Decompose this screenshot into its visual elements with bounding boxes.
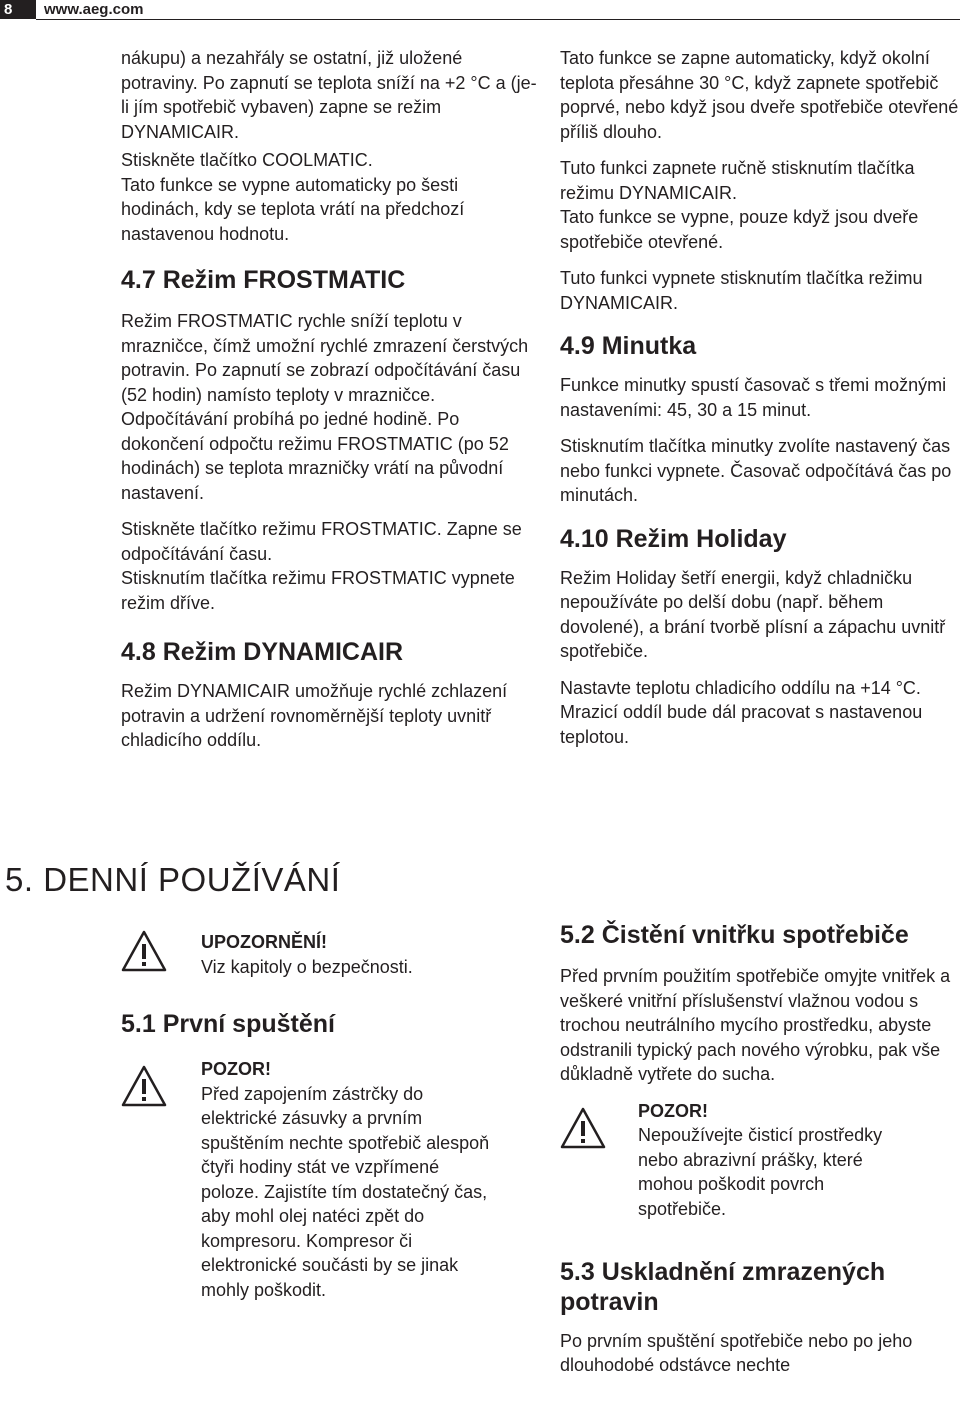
warning-title: POZOR! [638,1100,708,1121]
holiday-instructions: Nastavte teplotu chladicího oddílu na +14 °C. Mrazicí oddíl bude dál pracovat s nastavenou teplotou. [560,677,923,747]
site-url: www.aeg.com [44,1,144,18]
section-5-2-heading: 5.2 Čistění vnitřku spotřebiče [560,921,909,949]
section-4-8-heading: 4.8 Režim DYNAMICAIR [121,638,403,666]
warning-title: UPOZORNĚNÍ! [201,932,327,952]
section-4-9-heading: 4.9 Minutka [560,332,697,360]
holiday-description: Režim Holiday šetří energii, když chladničku nepoužíváte po delší dobu (např. během dovolené), a brání tvorbě plísní a zápachu uvnitř spotřebiče. [560,567,946,661]
timer-instructions: Stisknutím tlačítka minutky zvolíte nastavený čas nebo funkci vypnete. Časovač odpočítává čas po minutách. [560,436,952,505]
right-column-lower [560,920,960,1390]
section-5-3-heading: 5.3 Uskladnění zmrazených potravin [560,1257,886,1316]
warning-triangle-icon [121,930,167,972]
timer-description: Funkce minutky spustí časovač s třemi možnými nastaveními: 45, 30 a 15 minut. [560,375,947,420]
warning-text: Viz kapitoly o bezpečnosti. [201,956,413,977]
page-header [0,0,960,20]
section-4-10-heading: 4.10 Režim Holiday [560,524,787,553]
cleaning-paragraph: Před prvním použitím spotřebiče omyjte vnitřek a veškeré vnitřní příslušenství vlažnou vodou s trochou neutrálního mycího prostředku, abyste odstranili typický pach nového výrobku, pak vše důkladně vytřete do sucha. [560,966,951,1084]
warning-text: Nepoužívejte čisticí prostředky nebo abrazivní prášky, které mohou poškodit povrch spotřebiče. [638,1125,883,1219]
header-rule [36,19,960,20]
dynamicair-auto-paragraph: Tato funkce se zapne automaticky, když okolní teplota přesáhne 30 °C, když zapnete spotřebič poprvé, nebo když jsou dveře spotřebiče otevřené příliš dlouho. [560,48,959,142]
section-5-heading: 5. DENNÍ POUŽÍVÁNÍ [5,861,341,898]
warning-text: Před zapojením zástrčky do elektrické zásuvky a prvním spuštěním nechte spotřebič alespoň čtyři hodiny stát ve vzpřímené poloze. Zajistíte tím dostatečný čas, aby mohl olej natéci zpět do kompresoru. Kompresor či elektronické součásti by se jinak mohly poškodit. [201,1083,490,1300]
dynamicair-off-paragraph: Tuto funkci vypnete stisknutím tlačítka režimu DYNAMICAIR. [560,268,923,313]
section-4-7-heading: 4.7 Režim FROSTMATIC [121,266,406,294]
frostmatic-description: Režim FROSTMATIC rychle sníží teplotu v mrazničce, čímž umožní rychlé zmrazení čerstvých potravin. Po zapnutí se zobrazí odpočítávání času (52 hodin) namísto teploty v mrazničce. Odpočítávání probíhá po jedné hodině. Po dokončení odpočtu režimu FROSTMATIC (po 52 hodinách) se teplota mrazničky vrátí na původní nastavení. [121,311,529,503]
dynamicair-description: Režim DYNAMICAIR umožňuje rychlé zchlazení potravin a udržení rovnoměrnější teploty uvnitř chladicího oddílu. [121,681,508,750]
warning-title: POZOR! [201,1059,271,1079]
section-5-1-heading: 5.1 První spuštění [121,1010,335,1038]
warning-triangle-icon [121,1065,167,1107]
right-column [560,46,960,761]
frostmatic-instructions: Stiskněte tlačítko režimu FROSTMATIC. Zapne se odpočítávání času. Stisknutím tlačítka režimu FROSTMATIC vypnete režim dříve. [121,519,522,613]
coolmatic-paragraph: Stiskněte tlačítko COOLMATIC. Tato funkce se vypne automaticky po šesti hodinách, kdy se teplota vrátí na předchozí nastavenou hodnotu. [121,150,465,244]
frozen-storage-paragraph: Po prvním spuštění spotřebiče nebo po jeho dlouhodobé odstávce nechte [560,1330,913,1375]
warning-triangle-icon [560,1107,606,1149]
intro-paragraph: nákupu) a nezahřály se ostatní, již uložené potraviny. Po zapnutí se teplota sníží na +2 °C a (je-li jím spotřebič vybaven) zapne se režim DYNAMICAIR. [121,48,537,142]
dynamicair-manual-paragraph: Tuto funkci zapnete ručně stisknutím tlačítka režimu DYNAMICAIR. Tato funkce se vypne, pouze když jsou dveře spotřebiče otevřené. [560,158,919,252]
page-number: 8 [0,0,36,19]
cleaning-warning [560,1099,960,1249]
left-column [121,46,541,765]
